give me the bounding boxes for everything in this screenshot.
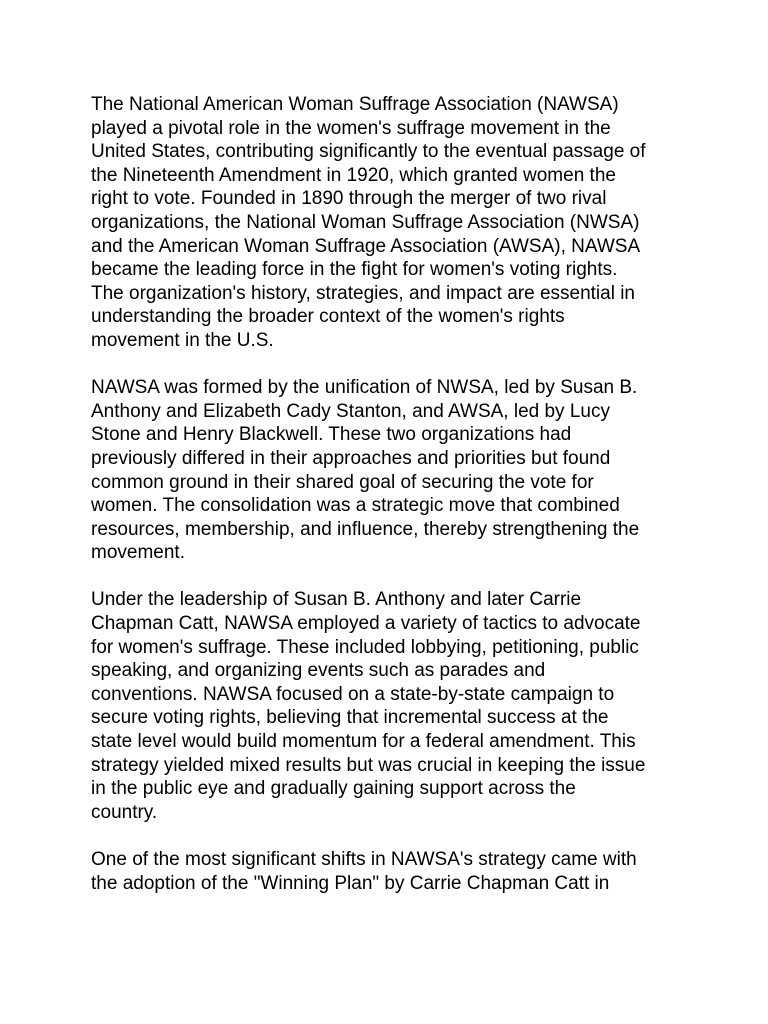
paragraph-2 [91,376,691,565]
paragraph-line: movement. [91,542,185,564]
paragraph-gap [91,353,691,377]
paragraph-line: NAWSA was formed by the unification of NWSA, led by Susan B. [91,377,638,399]
paragraph-3 [91,588,691,824]
paragraph-line: the adoption of the "Winning Plan" by Carrie Chapman Catt in [91,872,610,894]
paragraph-line: previously differed in their approaches and priorities but found [91,447,611,469]
paragraph-line: strategy yielded mixed results but was crucial in keeping the issue [91,754,646,776]
document-body [91,93,691,895]
paragraph-line: women. The consolidation was a strategic move that combined [91,495,620,517]
paragraph-line: The organization's history, strategies, and impact are essential in [91,282,635,304]
paragraph-line: and the American Woman Suffrage Association (AWSA), NAWSA [91,235,641,257]
paragraph-line: became the leading force in the fight for women's voting rights. [91,259,618,281]
paragraph-line: organizations, the National Woman Suffrage Association (NWSA) [91,211,640,233]
paragraph-gap [91,824,691,848]
paragraph-line: United States, contributing significantly to the eventual passage of [91,141,646,163]
paragraph-line: resources, membership, and influence, thereby strengthening the [91,518,640,540]
paragraph-line: Anthony and Elizabeth Cady Stanton, and AWSA, led by Lucy [91,400,610,422]
paragraph-line: played a pivotal role in the women's suffrage movement in the [91,117,611,139]
paragraph-line: secure voting rights, believing that incremental success at the [91,707,609,729]
paragraph-line: common ground in their shared goal of securing the vote for [91,471,594,493]
paragraph-line: the Nineteenth Amendment in 1920, which granted women the [91,164,616,186]
paragraph-4 [91,848,691,895]
paragraph-1 [91,93,691,353]
paragraph-line: speaking, and organizing events such as parades and [91,660,546,682]
paragraph-line: movement in the U.S. [91,329,274,351]
paragraph-line: One of the most significant shifts in NAWSA's strategy came with [91,849,637,870]
paragraph-line: understanding the broader context of the women's rights [91,306,565,328]
paragraph-line: The National American Woman Suffrage Association (NAWSA) [91,94,619,115]
paragraph-line: state level would build momentum for a federal amendment. This [91,731,636,753]
paragraph-line: in the public eye and gradually gaining support across the [91,778,576,800]
paragraph-line: Stone and Henry Blackwell. These two organizations had [91,424,572,446]
paragraph-line: Under the leadership of Susan B. Anthony and later Carrie [91,589,582,611]
paragraph-line: country. [91,801,158,823]
paragraph-line: conventions. NAWSA focused on a state-by-state campaign to [91,683,615,705]
paragraph-line: right to vote. Founded in 1890 through the merger of two rival [91,188,607,210]
paragraph-line: for women's suffrage. These included lobbying, petitioning, public [91,636,639,658]
paragraph-line: Chapman Catt, NAWSA employed a variety of tactics to advocate [91,613,641,635]
paragraph-gap [91,565,691,589]
